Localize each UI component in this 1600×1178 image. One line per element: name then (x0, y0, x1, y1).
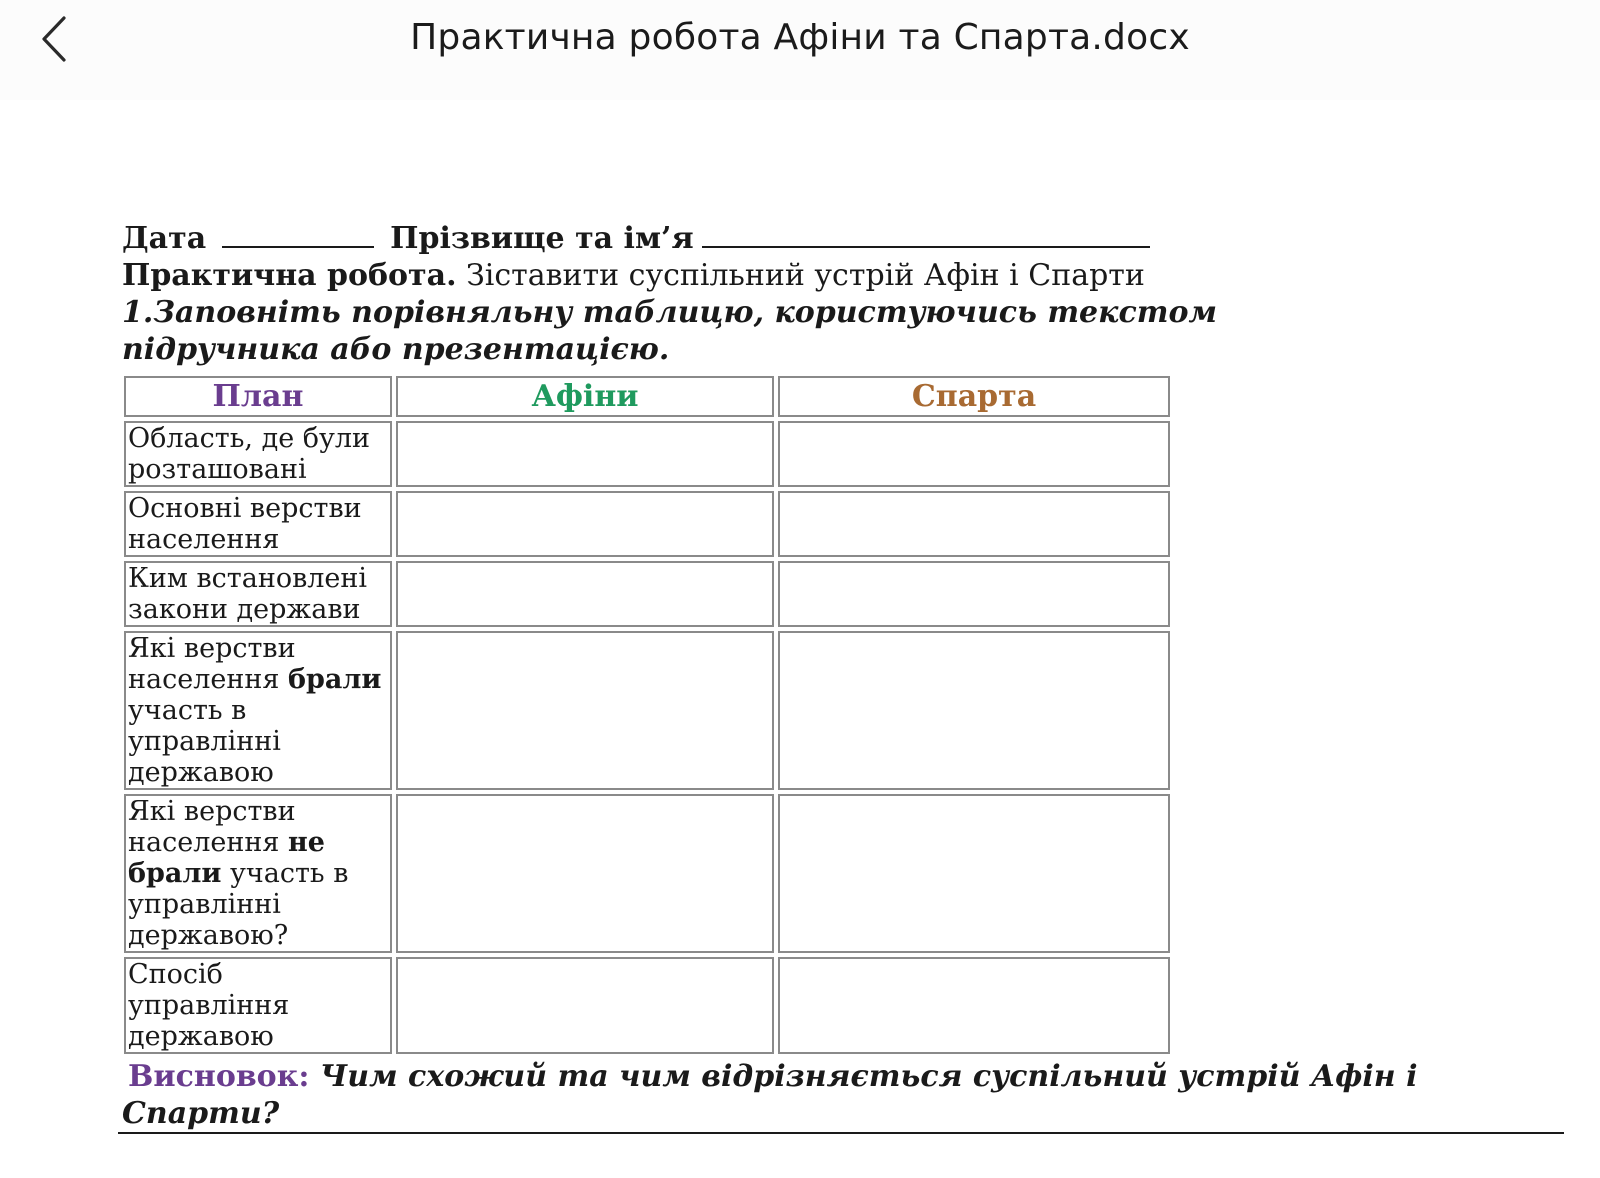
name-blank (702, 218, 1150, 248)
plan-text: Які верстви населення (128, 633, 296, 695)
conclusion (122, 1058, 1422, 1132)
comparison-table (120, 372, 1174, 1058)
table-header-row (124, 376, 1170, 417)
top-bar (0, 0, 1600, 100)
name-label: Прізвище та ім’я (390, 221, 694, 256)
sparta-cell (778, 631, 1170, 790)
date-label: Дата (122, 221, 207, 256)
table-row (124, 957, 1170, 1054)
table-row (124, 561, 1170, 627)
plan-text: Які верстви населення (128, 796, 296, 858)
plan-text: Основні верстви населення (128, 493, 362, 555)
student-info-line (122, 218, 1562, 257)
sparta-cell (778, 957, 1170, 1054)
athens-cell (396, 561, 774, 627)
answer-line (118, 1132, 1564, 1134)
practical-label: Практична робота. (122, 258, 457, 293)
document-page (122, 218, 1562, 1132)
practical-line (122, 257, 1562, 294)
header-sparta: Спарта (778, 376, 1170, 417)
plan-cell (124, 794, 392, 953)
date-blank (222, 218, 374, 248)
sparta-cell (778, 561, 1170, 627)
task-instruction: 1.Заповніть порівняльну таблицю, користуючись текстом підручника або презентацією. (122, 295, 1217, 367)
plan-text: Спосіб управління державою (128, 959, 290, 1052)
plan-text-bold: брали (287, 664, 382, 695)
table-row (124, 631, 1170, 790)
table-row (124, 491, 1170, 557)
athens-cell (396, 421, 774, 487)
header-athens: Афіни (396, 376, 774, 417)
plan-cell (124, 421, 392, 487)
athens-cell (396, 957, 774, 1054)
document-title: Практична робота Афіни та Спарта.docx (410, 17, 1190, 58)
sparta-cell (778, 421, 1170, 487)
athens-cell (396, 631, 774, 790)
plan-cell (124, 491, 392, 557)
conclusion-label: Висновок: (128, 1059, 310, 1094)
plan-text: участь в управлінні державою (128, 695, 281, 788)
sparta-cell (778, 491, 1170, 557)
plan-text: участь в управлінні державою? (128, 858, 349, 951)
table-row (124, 421, 1170, 487)
athens-cell (396, 491, 774, 557)
plan-text: Ким встановлені закони держави (128, 563, 368, 625)
plan-cell (124, 957, 392, 1054)
athens-cell (396, 794, 774, 953)
plan-text-bold: не брали (128, 827, 325, 889)
practical-text: Зіставити суспільний устрій Афін і Спарти (456, 258, 1145, 293)
conclusion-question: Чим схожий та чим відрізняється суспільний устрій Афін і Спарти? (122, 1059, 1418, 1131)
plan-cell (124, 631, 392, 790)
table-row (124, 794, 1170, 953)
header-plan: План (124, 376, 392, 417)
plan-text: Область, де були розташовані (128, 423, 371, 485)
sparta-cell (778, 794, 1170, 953)
plan-cell (124, 561, 392, 627)
